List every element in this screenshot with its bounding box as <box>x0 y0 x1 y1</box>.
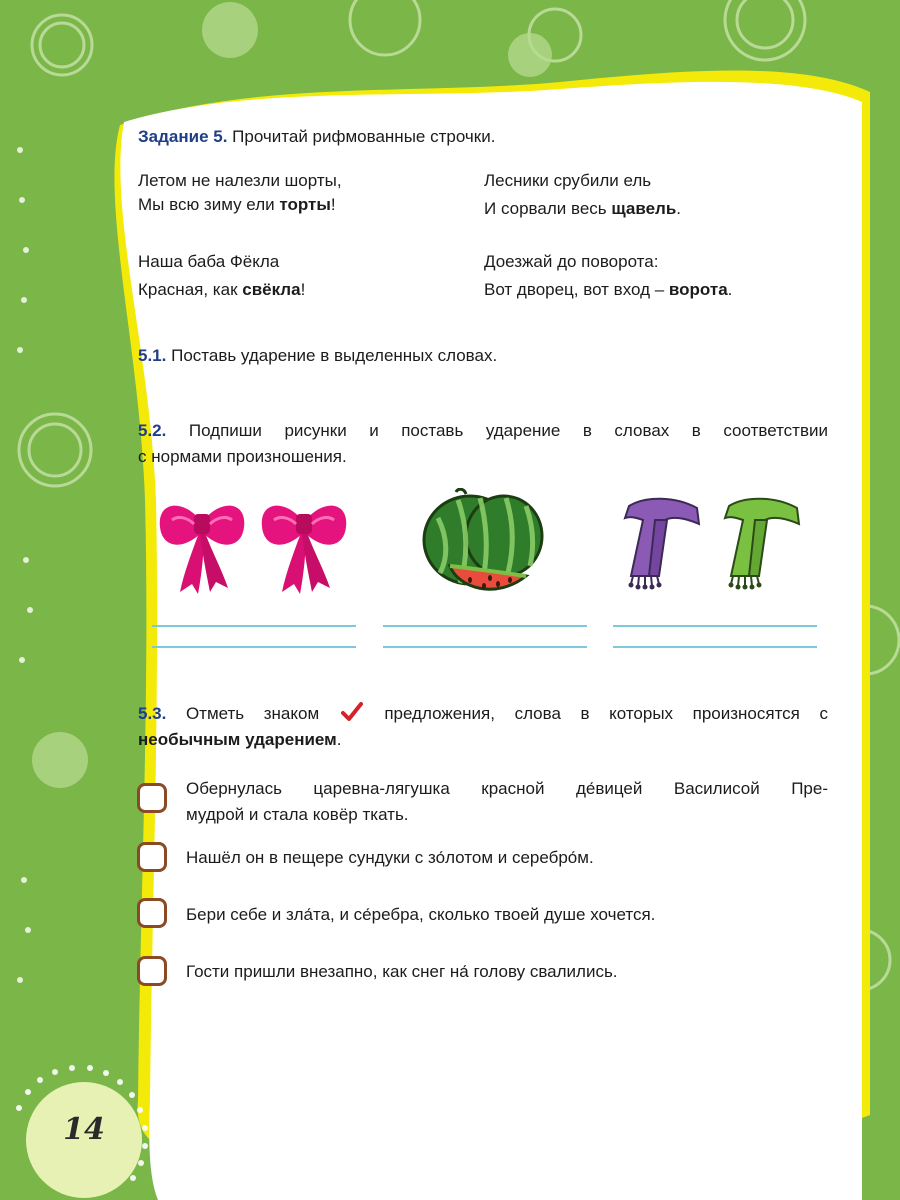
scarves-icon <box>615 492 810 592</box>
option-checkbox-3[interactable] <box>137 898 167 928</box>
option-2: Нашёл он в пещере сундуки с зо́лотом и серебро́м. <box>186 848 594 867</box>
poem-4-line-2: Вот дворец, вот вход – ворота. <box>484 280 733 299</box>
poem-2-line-1: Лесники срубили ель <box>484 171 652 190</box>
answer-line[interactable] <box>383 646 587 648</box>
option-checkbox-2[interactable] <box>137 842 167 872</box>
answer-line[interactable] <box>152 625 356 627</box>
answer-line[interactable] <box>613 646 817 648</box>
pink-bows-icon <box>152 492 362 602</box>
task-title: Задание 5. <box>138 127 228 146</box>
red-checkmark-icon <box>341 702 363 722</box>
subtask-5-2-line-1: 5.2. Подпиши рисунки и поставь ударение в словах в соответствии <box>138 421 828 440</box>
highlighted-word: свёкла <box>242 280 301 299</box>
option-4: Гости пришли внезапно, как снег на́ голову свалились. <box>186 962 618 981</box>
watermelon-icon <box>418 488 548 603</box>
task-intro: Прочитай рифмованные строчки. <box>232 127 496 146</box>
poem-4-line-1: Доезжай до поворота: <box>484 252 659 271</box>
poem-3-line-2: Красная, как свёкла! <box>138 280 306 299</box>
page-number: 14 <box>63 1112 105 1147</box>
answer-line[interactable] <box>383 625 587 627</box>
highlighted-word: щавель <box>611 199 677 218</box>
poem-1-line-2: Мы всю зиму ели торты! <box>138 195 336 214</box>
poem-2-line-2: И сорвали весь щавель. <box>484 199 682 218</box>
answer-line[interactable] <box>613 625 817 627</box>
highlighted-word: торты <box>279 195 331 214</box>
option-1: Обернулась царевна-лягушка красной де́вицей Василисой Пре- мудрой и стала ковёр ткать. <box>186 779 828 824</box>
subtask-5-3-line-2: необычным ударением. <box>138 730 342 749</box>
subtask-5-1: 5.1. Поставь ударение в выделенных словах. <box>138 346 498 365</box>
option-checkbox-1[interactable] <box>137 783 167 813</box>
poem-3-line-1: Наша баба Фёкла <box>138 252 280 271</box>
option-checkbox-4[interactable] <box>137 956 167 986</box>
subtask-5-3-line-1: 5.3. Отметь знаком предложения, слова в которых произносятся с <box>138 704 828 723</box>
option-3: Бери себе и зла́та, и се́ребра, сколько твоей душе хочется. <box>186 905 656 924</box>
poem-1-line-1: Летом не налезли шорты, <box>138 171 342 190</box>
highlighted-word: ворота <box>668 280 728 299</box>
answer-line[interactable] <box>152 646 356 648</box>
subtask-5-2-line-2: с нормами произношения. <box>138 447 347 466</box>
task-heading <box>138 124 495 150</box>
